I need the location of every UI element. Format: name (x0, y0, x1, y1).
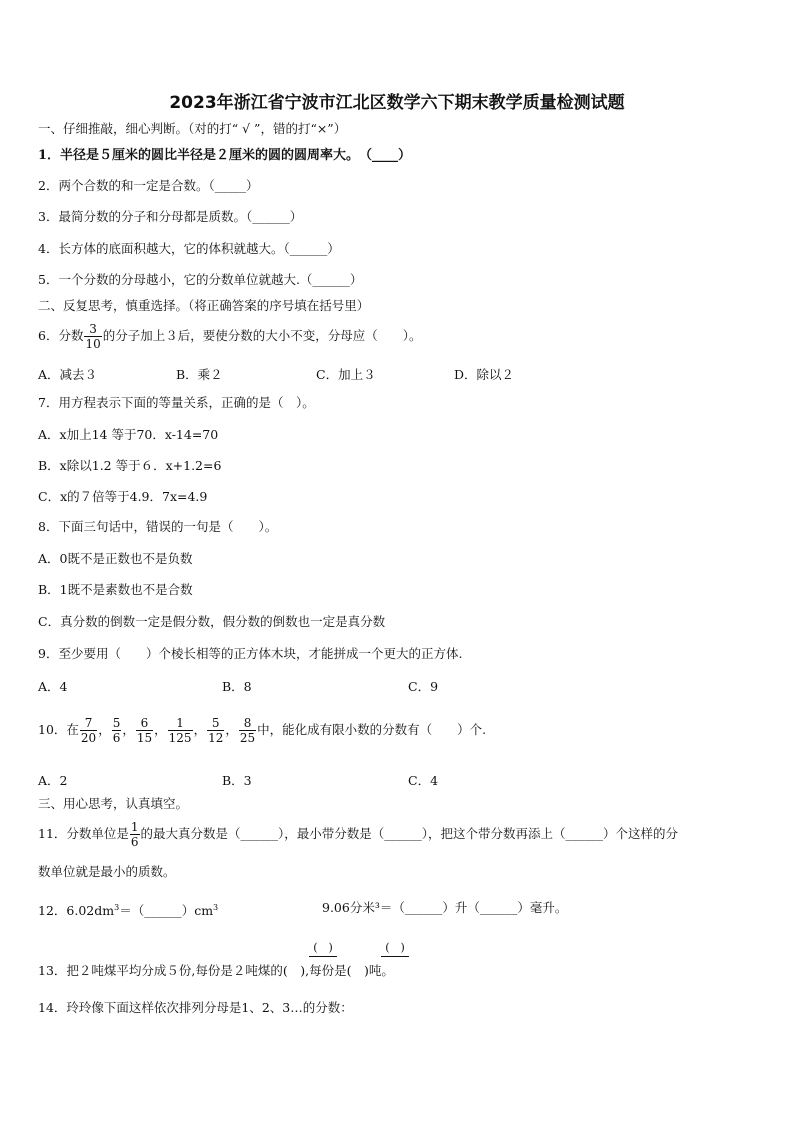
q10-fraction (136, 716, 153, 745)
q13-blank: ( ) (313, 941, 333, 954)
q6-prefix: 6．分数 (38, 328, 84, 343)
q6-denominator: 10 (85, 337, 101, 351)
q10-prefix: 10．在 (38, 722, 79, 737)
q10-frac-num: 8 (239, 716, 256, 731)
section-3-heading: 三、用心思考，认真填空。 (38, 796, 189, 811)
q10-fraction (80, 716, 97, 745)
q6-numerator: 3 (84, 322, 101, 337)
question-3: 3．最简分数的分子和分母都是质数。（______） (38, 209, 303, 224)
question-11-line2: 数单位就是最小的质数。 (38, 864, 176, 879)
q6-fraction (84, 322, 101, 351)
question-7: 7．用方程表示下面的等量关系，正确的是（ ）。 (38, 395, 315, 410)
q13-text-b: ,每份是 (305, 963, 347, 978)
q13-blank: ( ) (385, 941, 405, 954)
q10-frac-num: 6 (136, 716, 153, 731)
question-4: 4．长方体的底面积越大，它的体积就越大。（______） (38, 241, 340, 256)
question-8: 8．下面三句话中，错误的一句是（ ）。 (38, 519, 278, 534)
question-6 (38, 318, 422, 354)
q7-option-a: A．x加上14 等于70．x-14=70 (38, 427, 219, 442)
q13-blank: ( ) (282, 963, 306, 978)
q13-blank: ( ) (346, 963, 369, 978)
q13-text-c: 吨。 (368, 963, 394, 978)
q10-frac-den: 15 (136, 731, 153, 745)
q8-option-c: C．真分数的倒数一定是假分数，假分数的倒数也一定是真分数 (38, 614, 386, 629)
q13-blank-numerator (381, 939, 409, 955)
q7-option-b: B．x除以1.2 等于６．x+1.2=6 (38, 458, 222, 473)
q9-option-b: B．8 (222, 679, 252, 694)
q10-suffix: 中，能化成有限小数的分数有（ ）个. (257, 722, 487, 737)
q10-frac-num: 1 (168, 716, 193, 731)
q10-frac-num: 5 (207, 716, 224, 731)
q10-fraction (239, 716, 256, 745)
q13-text-a: 13．把２吨煤平均分成５份,每份是２吨煤的 (38, 963, 283, 978)
q10-frac-den: 20 (80, 731, 97, 745)
q10-fraction (112, 716, 122, 745)
q11-suffix: 的最大真分数是（______），最小带分数是（______），把这个带分数再添上（______）个这样的分 (140, 826, 679, 841)
q6-suffix: 的分子加上３后，要使分数的大小不变，分母应（ ）。 (102, 328, 422, 343)
q11-denominator: 6 (130, 835, 139, 849)
q6-option-c: C．加上３ (316, 367, 376, 382)
section-2-heading: 二、反复思考，慎重选择。（将正确答案的序号填在括号里） (38, 298, 370, 313)
question-5: 5．一个分数的分母越小，它的分数单位就越大.（______） (38, 272, 363, 287)
q7-option-c: C．x的７倍等于4.9．7x=4.9 (38, 489, 208, 504)
q12-prefix: 12．6.02dm (38, 903, 115, 919)
question-1: 1．半径是５厘米的圆比半径是２厘米的圆的圆周率大。 （____） (38, 148, 412, 163)
q11-fraction (130, 820, 140, 849)
q10-option-a: A．2 (38, 773, 68, 788)
q13-fraction-bar (381, 956, 409, 957)
q10-option-b: B．3 (222, 773, 252, 788)
q13-blank-numerator (309, 939, 337, 955)
q11-numerator: 1 (130, 820, 139, 834)
q10-frac-den: 12 (208, 731, 224, 745)
q12-middle: ＝（______）cm (119, 903, 214, 919)
q13-fraction-bar (309, 956, 337, 957)
question-12-part-a (38, 900, 218, 919)
q10-frac-den: 6 (112, 731, 121, 745)
q6-option-b: B．乘２ (176, 367, 223, 382)
q6-option-d: D．除以２ (454, 367, 515, 382)
question-12-part-b: 9.06分米³＝（______）升（______）毫升。 (322, 900, 568, 915)
q12-superscript: 3 (213, 903, 219, 912)
q12-superscript: 3 (114, 903, 120, 912)
q10-fraction (168, 716, 193, 745)
q10-frac-num: 7 (80, 716, 97, 731)
q10-frac-den: 125 (168, 731, 192, 745)
q9-option-c: C．9 (408, 679, 439, 694)
q11-prefix: 11．分数单位是 (38, 826, 129, 841)
q6-option-a: A．减去３ (38, 367, 98, 382)
question-10: 10．在 $\frac{7}{20}$ ， $\frac{5}{6}$ ， $\frac{6}{15}$ ， $\frac{1}{125}$ ， $\frac{5}{12}$ ， $\frac{8}{25}$ 中，能化成有限小数的分数有（ ）个. (38, 716, 487, 745)
q8-option-b: B．1既不是素数也不是合数 (38, 582, 193, 597)
q8-option-a: A．0既不是正数也不是负数 (38, 551, 193, 566)
question-13 (38, 963, 394, 979)
question-11 (38, 816, 678, 852)
q9-option-a: A．4 (38, 679, 68, 694)
q10-option-c: C．4 (408, 773, 439, 788)
question-2: 2．两个合数的和一定是合数。（_____） (38, 178, 259, 193)
page-title: 2023年浙江省宁波市江北区数学六下期末教学质量检测试题 (169, 93, 625, 113)
question-14: 14．玲玲像下面这样依次排列分母是1、2、3…的分数： (38, 1000, 353, 1015)
q10-fraction (207, 716, 224, 745)
question-9: 9．至少要用（ ）个棱长相等的正方体木块，才能拼成一个更大的正方体. (38, 646, 463, 661)
section-1-heading: 一、仔细推敲，细心判断。（对的打“ √ ”，错的打“×”） (38, 121, 347, 136)
q10-frac-den: 25 (239, 731, 256, 745)
q10-frac-num: 5 (112, 716, 121, 730)
